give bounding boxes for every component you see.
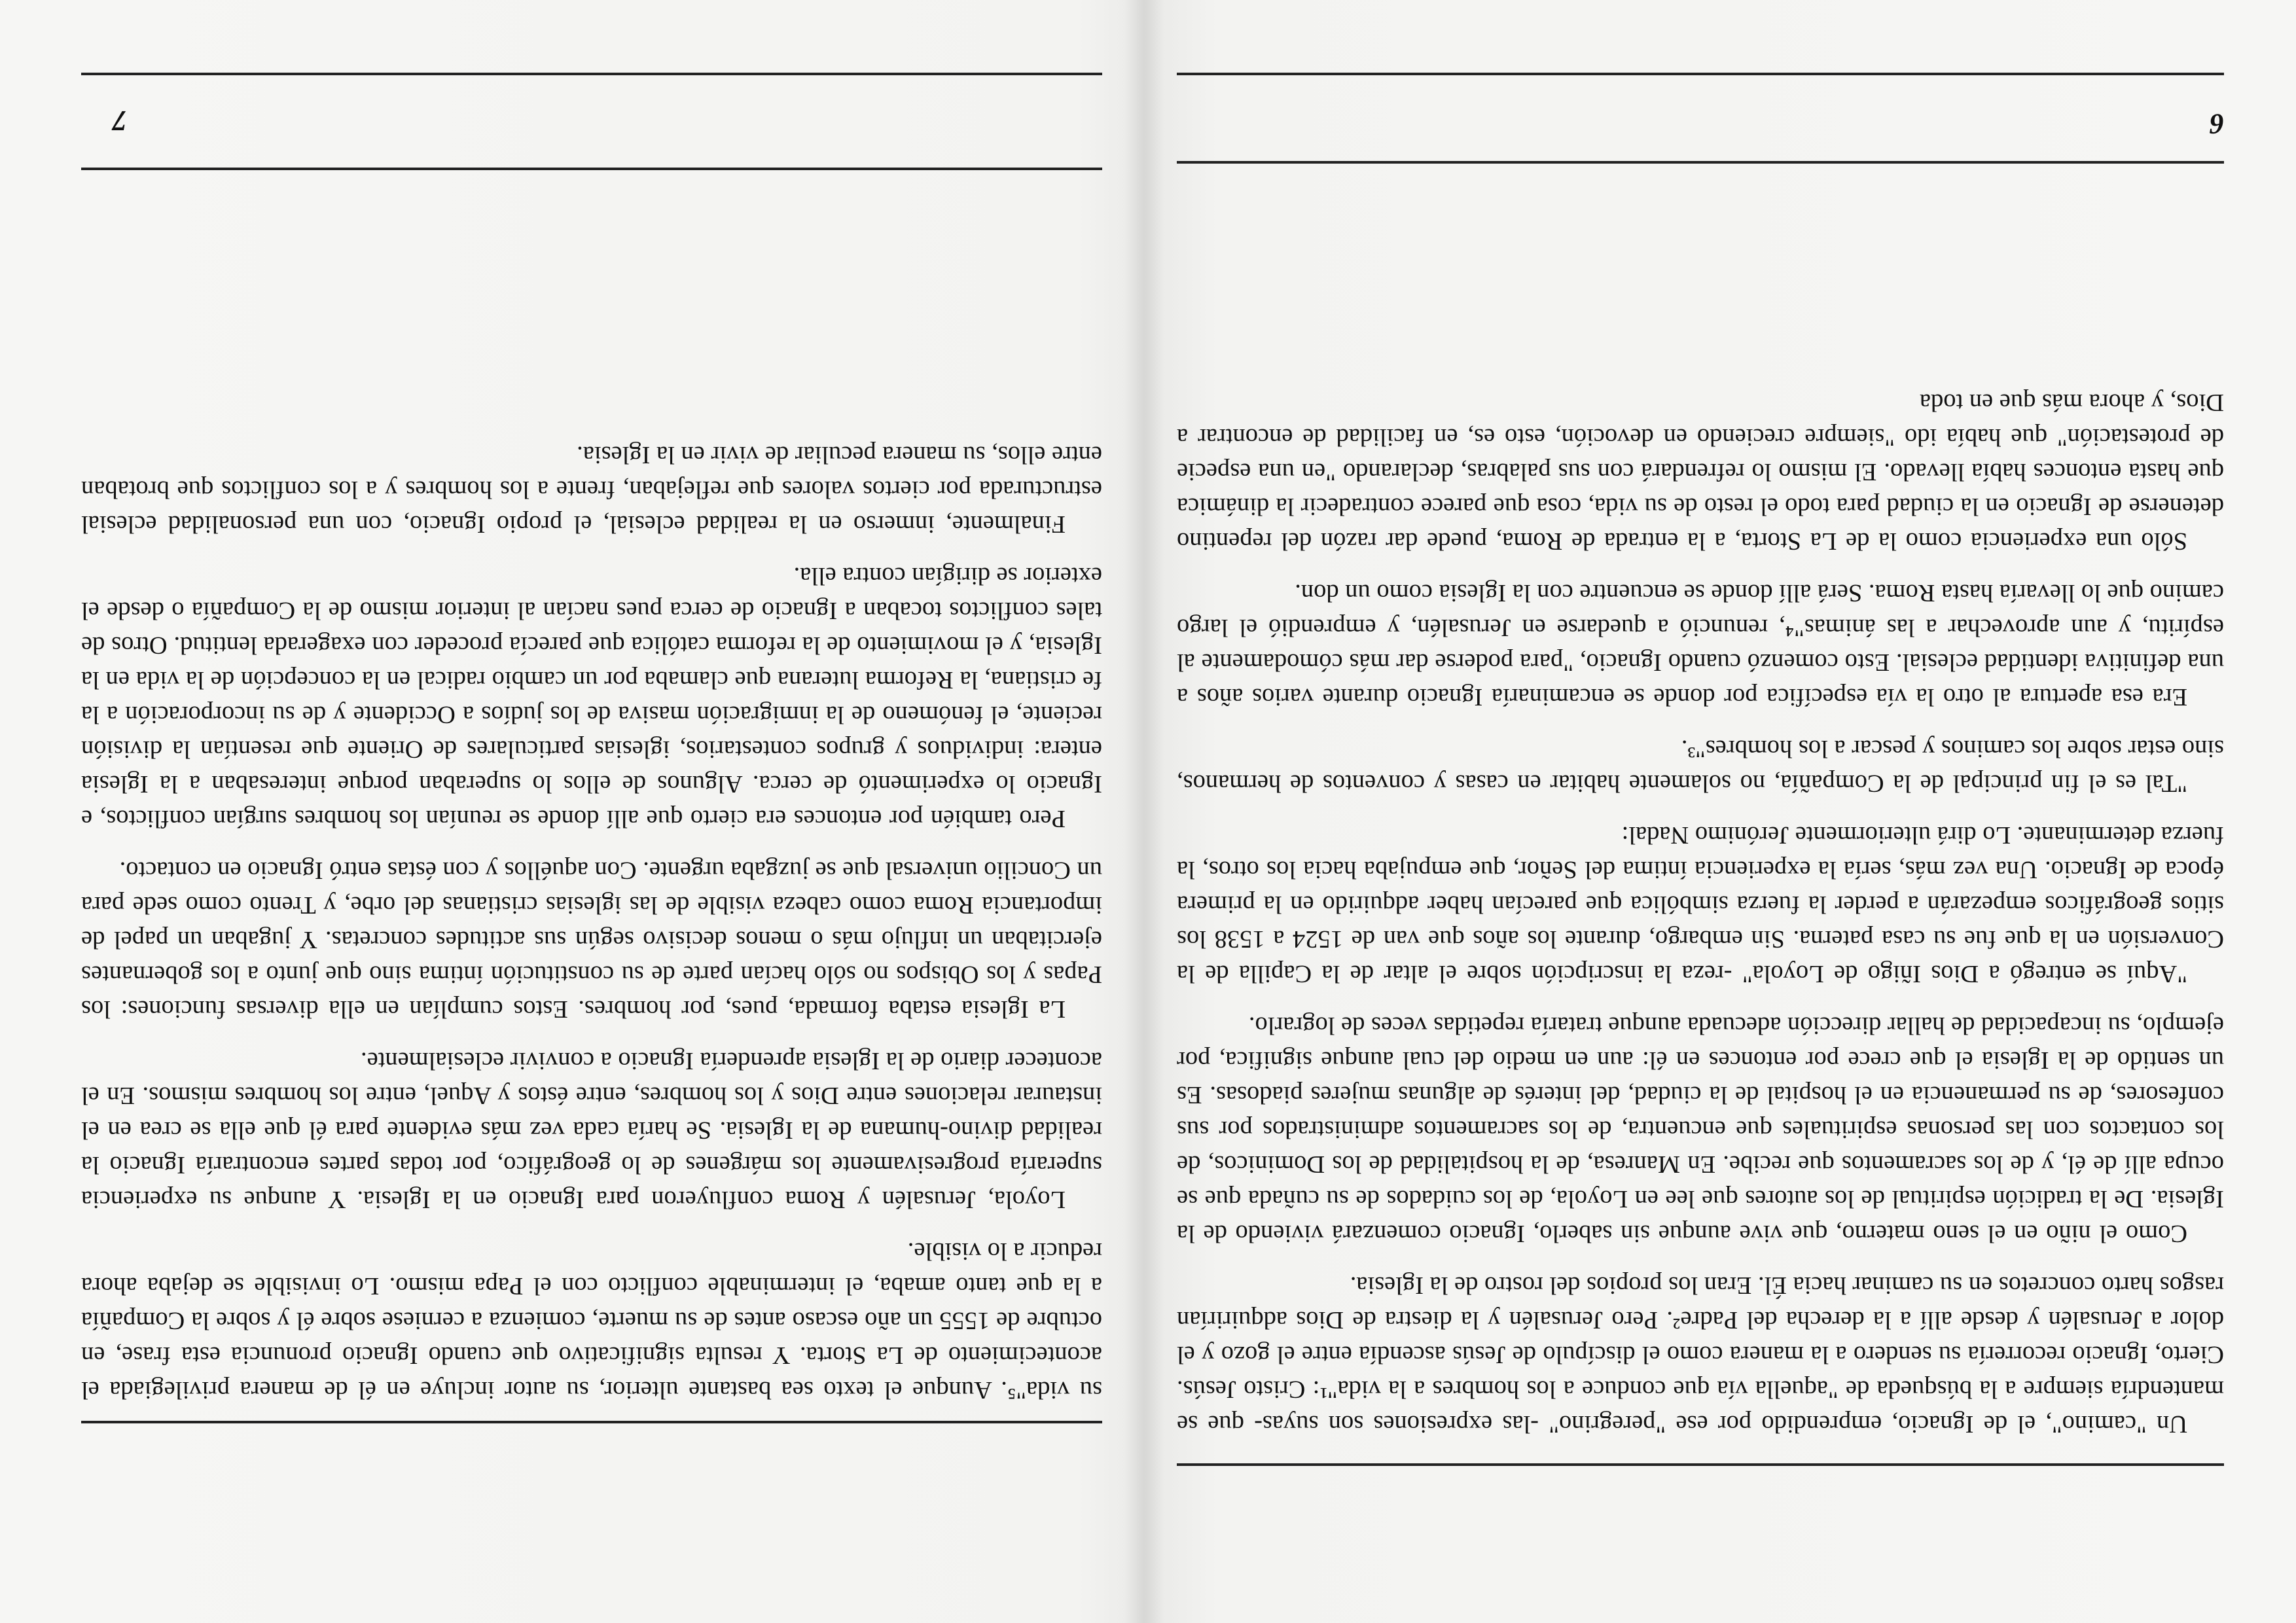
footer-rule-bottom xyxy=(1177,73,2224,75)
paragraph: Como el niño en el seno materno, que vive aunque sin saberlo, Ignacio comenzará viviendo de la Iglesia. De la tradición espiritual de los autores que lee en Loyola, de los cuidados de su cuñada que se ocupa allí de él, y de los sacramentos que recibe. En Manresa, de la hospitalidad de los Dominicos, de los contactos con las personas espirituales que encuentra, de los sacramentos administrados por sus confesores, de su permanencia en el hospital de la ciudad, del interés de algunas mujeres piadosas. Es un sentido de la Iglesia el que crece por entonces en él: aun en medio del cual aunque significa, por ejemplo, su incapacidad de hallar dirección adecuada aunque trataría repetidas veces de lograrlo. xyxy=(1177,1012,2224,1247)
paragraph: su vida"⁵. Aunque el texto sea bastante ulterior, su autor incluye en él de manera privilegiada el acontecimiento de La Storta. Y resulta significativo que cuando Ignacio pronuncia esta frase, en octubre de 1555 un año escaso antes de su muerte, comienza a cerniese sobre él y sobre la Compañía a la que tanto amaba, el interminable conflicto con el Papa mismo. Lo invisible se dejaba ahora reducir a lo visible. xyxy=(81,1238,1102,1404)
page-number: 6 xyxy=(2210,108,2224,140)
paragraph: Era esa apertura al otro la vía específica por donde se encaminaría Ignacio durante varios años a una definitiva identidad eclesial. Esto comenzó cuando Ignacio, "para poderse dar más cómodamente al espíritu, y aun aprovechar a las ánimas"⁴, renunció a quedarse en Jerusalén, y emprendió el largo camino que lo llevaría hasta Roma. Será allí donde se encuentre con la Iglesia como un don. xyxy=(1177,579,2224,711)
footer-rule-bottom xyxy=(81,73,1102,75)
paragraph: Finalmente, inmerso en la realidad eclesial, el propio Ignacio, con una personalidad eclesial estructurada por ciertos valores que reflejaban, frente a los hombres y a los conflictos que brotaban entre ellos, su manera peculiar de vivir en la Iglesia. xyxy=(81,441,1102,538)
header-rule-top xyxy=(81,1421,1102,1423)
paragraph: Sólo una experiencia como la de La Storta, a la entrada de Roma, puede dar razón del repentino detenerse de Ignacio en la ciudad para todo el resto de su vida, cosa que parece contradecir la dinámica que hasta entonces había llevado. El mismo lo refrendará con sus palabras, declarando "en una especie de protestación" que había ido "siempre creciendo en devoción, esto es, en facilidad de encontrar a Dios, y ahora más que en toda xyxy=(1177,389,2224,555)
quotation: "Tal es el fin principal de la Compañía, no solamente habitar en casas y conventos de hermanos, sino estar sobre los caminos y pescar a los hombres"³. xyxy=(1177,735,2224,797)
paragraph: La Iglesia estaba formada, pues, por hombres. Estos cumplían en ella diversas funciones: los Papas y los Obispos no sólo hacían parte de su constitución íntima sino que junto a los gobernantes ejercitaban un influjo más o menos decisivo según sus actitudes concretas. Y jugaban un papel de importancia Roma como cabeza visible de las iglesias cristianas del orbe, y Trento como sede para un Concilio universal que se juzgaba urgente. Con aquéllos y con éstas entró Ignacio en contacto. xyxy=(81,857,1102,1023)
page-6 xyxy=(1148,0,2296,1623)
paragraph: "Aquí se entregó a Dios Iñigo de Loyola" -reza la inscripción sobre el altar de la Capilla de la Conversión en la que fue su casa paterna. Sin embargo, durante los años que van de 1524 a 1538 los sitios geográficos empezarán a perder la fuerza simbólica que parecían haber adquirido en la primera época de Ignacio. Una vez más, sería la experiencia íntima del Señor, que empujaba hacia los otros, la fuerza determinante. Lo dirá ulteriormente Jerónimo Nadal: xyxy=(1177,821,2224,988)
paragraph: Loyola, Jerusalén y Roma confluyeron para Ignacio en la Iglesia. Y aunque su experiencia superaría progresivamente los márgenes de lo geográfico, por todas partes encontraría Ignacio la realidad divino-humana de la Iglesia. Se haría cada vez más evidente para él que ella se crea en el instaurar relaciones entre Dios y los hombres, entre éstos y Aquel, entre los hombres mismos. En el acontecer diario de la Iglesia aprendería Ignacio a convivir eclesialmente. xyxy=(81,1047,1102,1213)
header-rule-top xyxy=(1177,1463,2224,1466)
footer-rule xyxy=(81,168,1102,170)
page-body xyxy=(1177,385,2224,1441)
page-body xyxy=(81,437,1102,1407)
page-number: 7 xyxy=(113,105,127,137)
paragraph: Un "camino", el de Ignacio, emprendido por ese "peregrino" -las expresiones son suyas- que se mantendría siempre a la búsqueda de "aquella vía que conduce a los hombres a la vida"¹: Cristo Jesús. Cierto, Ignacio recorrería su sendero a la manera como el discípulo de Jesús ascendía entre el gozo y el dolor a Jerusalén y desde allí a la derecha del Padre². Pero Jerusalén y la diestra de Dios adquirirían rasgos harto concretos en su caminar hacia Él. Eran los propios del rostro de la Iglesia. xyxy=(1177,1272,2224,1438)
footer-rule xyxy=(1177,161,2224,164)
paragraph: Pero también por entonces era cierto que allí donde se reunían los hombres surgían conflictos, e Ignacio lo experimentó de cerca. Algunos de ellos lo superaban porque interesaban a la Iglesia entera: individuos y grupos contestarios, iglesias particulares de Oriente que resentían la división reciente, el fenómeno de la inmigración masiva de los judíos a Occidente y de su incorporación a la fe cristiana, la Reforma luterana que clamaba por un cambio radical en la concepción de la vida en la Iglesia, y el movimiento de la reforma católica que parecía proceder con exagerada lentitud. Otros de tales conflictos tocaban a Ignacio de cerca pues nacían al interior mismo de la Compañía o desde el exterior se dirigían contra ella. xyxy=(81,562,1102,832)
